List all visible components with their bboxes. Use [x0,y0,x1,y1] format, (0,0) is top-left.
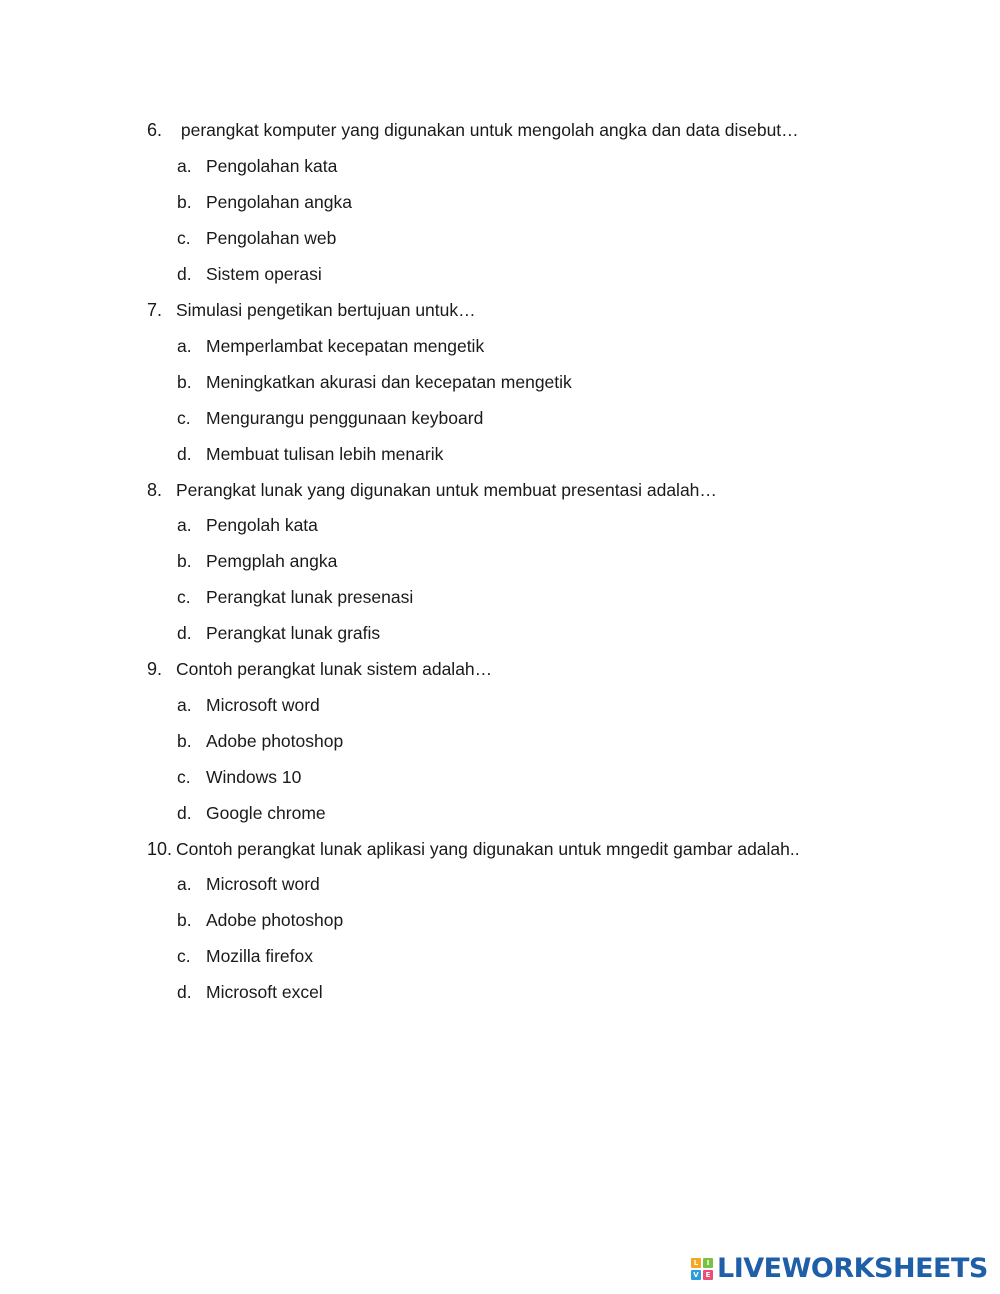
option-10b[interactable] [177,909,343,931]
option-letter: a. [177,874,192,894]
option-10c[interactable] [177,945,313,967]
logo-block: V [691,1270,701,1280]
option-letter: c. [177,767,191,787]
option-text: Pemgplah angka [206,551,338,571]
option-letter: a. [177,515,192,535]
option-letter: b. [177,372,192,392]
option-9c[interactable] [177,766,301,788]
question-number: 9. [147,659,163,679]
option-8d[interactable] [177,622,380,644]
option-6c[interactable] [177,227,336,249]
question-text: Contoh perangkat lunak aplikasi yang digunakan untuk mngedit gambar adalah.. [176,839,800,859]
option-10d[interactable] [177,981,323,1003]
option-text: Sistem operasi [206,264,322,284]
option-letter: a. [177,336,192,356]
option-text: Mengurangu penggunaan keyboard [206,408,484,428]
option-text: Membuat tulisan lebih menarik [206,444,444,464]
option-8a[interactable] [177,514,318,536]
logo-mark-icon [691,1258,713,1280]
logo-block: E [703,1270,713,1280]
option-9d[interactable] [177,802,326,824]
option-text: Microsoft word [206,874,320,894]
option-letter: c. [177,587,191,607]
question-7 [147,299,476,321]
option-7a[interactable] [177,335,484,357]
option-text: Perangkat lunak grafis [206,623,381,643]
question-text: Perangkat lunak yang digunakan untuk membuat presentasi adalah… [176,480,717,500]
option-7d[interactable] [177,443,443,465]
option-text: Microsoft word [206,695,320,715]
option-letter: a. [177,156,192,176]
logo-block: L [691,1258,701,1268]
option-letter: c. [177,408,191,428]
question-6 [147,119,799,141]
question-number: 6. [147,120,163,140]
question-text: Simulasi pengetikan bertujuan untuk… [176,300,476,320]
question-8 [147,479,717,501]
option-text: Memperlambat kecepatan mengetik [206,336,485,356]
option-letter: d. [177,264,192,284]
liveworksheets-logo [691,1254,988,1284]
question-number: 7. [147,300,163,320]
logo-text: LIVEWORKSHEETS [717,1253,988,1284]
option-letter: d. [177,982,192,1002]
option-text: Perangkat lunak presenasi [206,587,414,607]
option-text: Mozilla firefox [206,946,313,966]
option-text: Meningkatkan akurasi dan kecepatan mengetik [206,372,572,392]
option-10a[interactable] [177,873,320,895]
option-7b[interactable] [177,371,572,393]
option-letter: b. [177,551,192,571]
option-letter: d. [177,803,192,823]
question-number: 8. [147,480,163,500]
question-9 [147,658,492,680]
option-6d[interactable] [177,263,322,285]
question-text: perangkat komputer yang digunakan untuk mengolah angka dan data disebut… [176,120,799,140]
question-text: Contoh perangkat lunak sistem adalah… [176,659,493,679]
option-9a[interactable] [177,694,320,716]
option-6b[interactable] [177,191,352,213]
option-text: Pengolah kata [206,515,318,535]
question-number: 10. [147,839,173,859]
option-letter: d. [177,623,192,643]
option-letter: c. [177,946,191,966]
option-text: Windows 10 [206,767,302,787]
option-letter: b. [177,192,192,212]
option-6a[interactable] [177,155,337,177]
option-9b[interactable] [177,730,343,752]
option-text: Adobe photoshop [206,910,344,930]
question-10 [147,838,800,860]
option-letter: c. [177,228,191,248]
option-text: Microsoft excel [206,982,323,1002]
option-letter: b. [177,731,192,751]
option-8b[interactable] [177,550,337,572]
option-text: Pengolahan web [206,228,337,248]
option-text: Google chrome [206,803,326,823]
option-text: Adobe photoshop [206,731,344,751]
option-7c[interactable] [177,407,483,429]
option-letter: b. [177,910,192,930]
logo-block: I [703,1258,713,1268]
option-letter: a. [177,695,192,715]
option-letter: d. [177,444,192,464]
option-8c[interactable] [177,586,413,608]
option-text: Pengolahan angka [206,192,352,212]
option-text: Pengolahan kata [206,156,338,176]
